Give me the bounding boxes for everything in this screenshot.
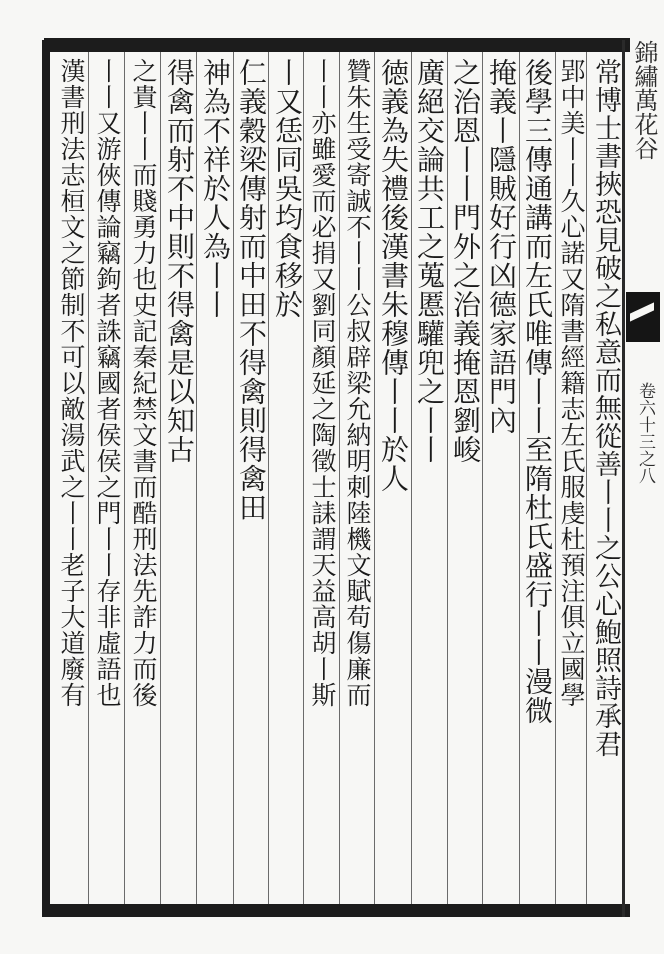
text-column: 仁義穀梁傳射而中田不得禽則得禽田 [235, 58, 268, 522]
column-rule [88, 52, 89, 904]
text-column: 後學三傳通講而左氏唯傳丨丨至隋杜氏盛行丨丨漫微 [521, 58, 554, 725]
text-column: 常博士書挾恐見破之私意而無從善丨丨之公心鮑照詩承君 [590, 58, 621, 758]
text-column: 漢書刑法志桓文之節制不可以敵湯武之丨丨老子大道廢有 [57, 58, 86, 708]
text-column: 丨丨又游俠傳論竊鉤者誅竊國者侯侯之門丨丨存非虛語也 [93, 58, 122, 708]
fore-edge-title: 錦繡萬花谷 [630, 40, 658, 160]
text-column: 得禽而射不中則不得禽是以知古 [163, 58, 196, 464]
text-column: 神為不祥於人為丨丨 [199, 58, 232, 319]
column-rule [124, 52, 125, 904]
column-rule [482, 52, 483, 904]
text-column: 之治恩丨丨門外之治義掩恩劉峻 [449, 58, 482, 464]
text-column: 徳義為失禮後漢書朱穆傳丨丨於人 [377, 58, 410, 493]
frame-bottom-border [44, 904, 630, 917]
column-rule [374, 52, 375, 904]
text-column: 掩義丨隱賊好行凶德家語門內 [485, 58, 518, 435]
fore-edge-volume: 卷六十三之八 [635, 382, 655, 484]
frame-right-border [622, 40, 625, 917]
column-rule [160, 52, 161, 904]
column-rule [268, 52, 269, 904]
left-column-band [52, 58, 88, 900]
text-column: 丨又恁同吳均食移於 [271, 58, 304, 319]
fish-tail-ornament [626, 292, 660, 342]
frame-top-border [44, 38, 630, 52]
column-rule [586, 52, 587, 904]
text-column: 丨丨亦雖愛而必捐又劉同顏延之陶徵士誄謂天益高胡丨斯 [308, 58, 337, 708]
column-rule [196, 52, 197, 904]
text-column: 廣絕交論共工之蒐慝驩兜之丨丨 [413, 58, 446, 464]
frame-left-border [42, 40, 50, 917]
text-column: 郢中美丨丨久心諾又隋書經籍志左氏服虔杜預注俱立國學 [557, 58, 586, 708]
text-column: 之貴丨丨而賤勇力也史記秦紀禁文書而酷刑法先詐力而後 [129, 58, 158, 708]
text-column: 贊朱生受寄誠不丨丨公叔辟梁允納明刺陸機文賦苟傷廉而 [343, 58, 372, 708]
